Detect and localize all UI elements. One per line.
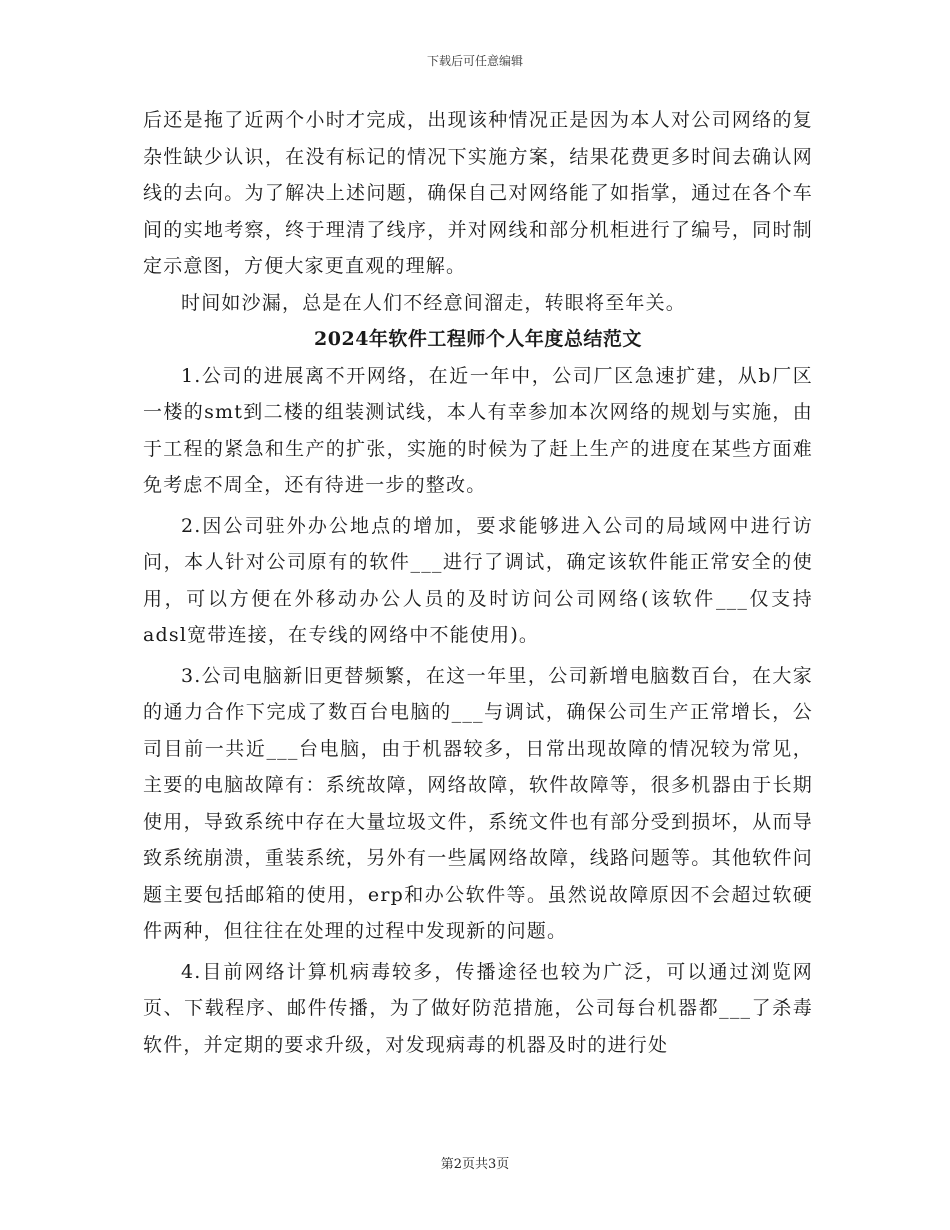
item-paragraph-1: 1.公司的进展离不开网络，在近一年中，公司厂区急速扩建，从b厂区一楼的smt到二楼的组装测试线，本人有幸参加本次网络的规划与实施，由于工程的紧急和生产的扩张，实施的时候为了赶上生产的进度在某些方面难免考虑不周全，还有待进一步的整改。 <box>143 364 813 496</box>
header-note: 下载后可任意编辑 <box>426 54 523 68</box>
item-paragraph-3: 3.公司电脑新旧更替频繁，在这一年里，公司新增电脑数百台，在大家的通力合作下完成了数百台电脑的___与调试，确保公司生产正常增长，公司目前一共近___台电脑，由于机器较多，日常出现故障的情况较为常见，主要的电脑故障有：系统故障，网络故障，软件故障等，很多机器由于长期使用，导致系统中存在大量垃圾文件，系统文件也有部分受到损坏，从而导致系统崩溃，重装系统，另外有一些属网络故障，线路问题等。其他软件问题主要包括邮箱的使用，erp和办公软件等。虽然说故障原因不会超过软硬件两种，但往往在处理的过程中发现新的问题。 <box>143 664 813 942</box>
page-number-footer: 第2页共3页 <box>440 1157 510 1172</box>
item-paragraph-4: 4.目前网络计算机病毒较多，传播途径也较为广泛，可以通过浏览网页、下载程序、邮件传播，为了做好防范措施，公司每台机器都___了杀毒软件，并定期的要求升级，对发现病毒的机器及时的进行处 <box>143 960 813 1056</box>
intro-paragraph: 时间如沙漏，总是在人们不经意间溜走，转眼将至年关。 <box>181 291 687 314</box>
continuation-paragraph: 后还是拖了近两个小时才完成，出现该种情况正是因为本人对公司网络的复杂性缺少认识，在没有标记的情况下实施方案，结果花费更多时间去确认网线的去向。为了解决上述问题，确保自己对网络能了如指掌，通过在各个车间的实地考察，终于理清了线序，并对网线和部分机柜进行了编号，同时制定示意图，方便大家更直观的理解。 <box>143 109 813 277</box>
document-title: 2024年软件工程师个人年度总结范文 <box>314 328 642 350</box>
document-body <box>143 102 813 1063</box>
item-paragraph-2: 2.因公司驻外办公地点的增加，要求能够进入公司的局域网中进行访问，本人针对公司原有的软件___进行了调试，确定该软件能正常安全的使用，可以方便在外移动办公人员的及时访问公司网络(该软件___仅支持adsl宽带连接，在专线的网络中不能使用)。 <box>143 514 813 646</box>
